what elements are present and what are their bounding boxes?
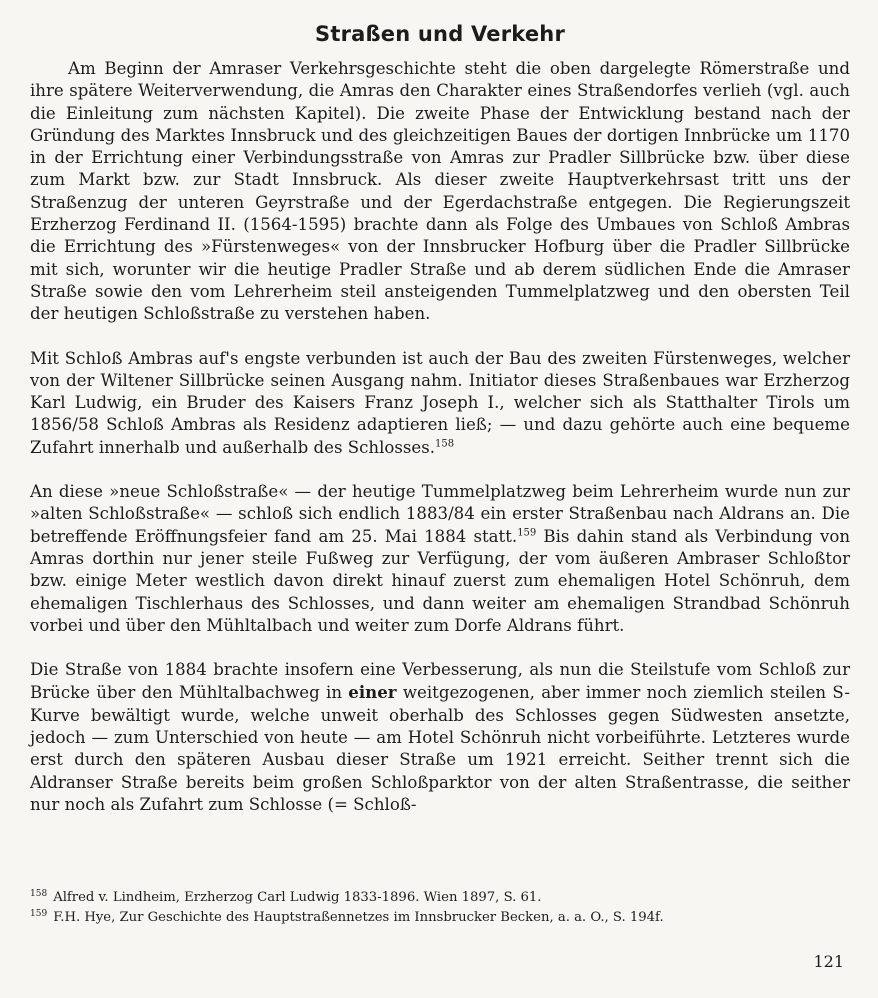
footnote-number: 159 [30,908,48,919]
paragraph-2 [30,348,850,459]
section-heading: Straßen und Verkehr [315,22,565,46]
footnote-number: 158 [30,888,48,899]
footnote-159 [30,908,850,928]
footnote-158 [30,888,850,908]
paragraph-3-text-a: An diese »neue Schloßstraße« — der heutige Tummelplatzweg beim Lehrerheim wurde nun zur »alten Schloßstraße« — schloß sich endlich 1883/84 ein erster Straßenbau nach Aldrans an. Die betreffende Eröffnungsfeier fand am 25. Mai 1884 statt. [30,482,850,546]
footnote-ref-158[interactable]: 158 [435,438,455,450]
footnote-ref-159[interactable]: 159 [517,527,537,539]
paragraph-4-text-b: weitgezogenen, aber immer noch ziemlich steilen S-Kurve bewältigt wurde, welche unweit oberhalb des Schlosses gegen Südwesten ansetzte, jedoch — zum Unterschied von heute — am Hotel Schönruh nicht vorbeiführte. Letzteres wurde erst durch den späteren Ausbau dieser Straße um 1921 erreicht. Seither trennt sich die Aldranser Straße bereits beim großen Schloßparktor von der alten Straßentrasse, die seither nur noch als Zufahrt zum Schlosse (= Schloß- [30,683,850,814]
page-body [30,22,850,838]
paragraph-1 [30,58,850,326]
page-number: 121 [813,952,844,971]
paragraph-3-text-b: Bis dahin stand als Verbindung von Amras dorthin nur jener steile Fußweg zur Verfügung, der vom äußeren Ambraser Schloßtor bzw. einige Meter westlich davon direkt hinauf zuerst zum ehemaligen Hotel Schönruh, dem ehemaligen Tischlerhaus des Schlosses, und dann weiter am ehemaligen Strandbad Schönruh vorbei und über den Mühltalbach und weiter zum Dorfe Aldrans führt. [30,526,851,635]
paragraph-1-text: Am Beginn der Amraser Verkehrsgeschichte steht die oben dargelegte Römerstraße und ihre spätere Weiterverwendung, die Amras den Charakter eines Straßendorfes verlieh (vgl. auch die Einleitung zum nächsten Kapitel). Die zweite Phase der Entwicklung bestand nach der Gründung des Marktes Innsbruck und des gleichzeitigen Baues der dortigen Innbrücke um 1170 in der Errichtung einer Verbindungsstraße von Amras zur Pradler Sillbrücke bzw. über diese zum Markt bzw. zur Stadt Innsbruck. Als dieser zweite Hauptverkehrsast tritt uns der Straßenzug der unteren Geyrstraße und der Egerdachstraße entgegen. Die Regierungszeit Erzherzog Ferdinand II. (1564-1595) brachte dann als Folge des Umbaues von Schloß Ambras die Errichtung des »Fürstenweges« von der Innsbrucker Hofburg über die Pradler Sillbrücke mit sich, worunter wir die heutige Pradler Straße und ab derem südlichen Ende die Amraser Straße sowie den vom Lehrerheim steil ansteigenden Tummelplatzweg und den obersten Teil der heutigen Schloßstraße zu verstehen haben. [30,59,850,324]
paragraph-2-text: Mit Schloß Ambras auf's engste verbunden ist auch der Bau des zweiten Fürstenweges, welcher von der Wiltener Sillbrücke seinen Ausgang nahm. Initiator dieses Straßenbaues war Erzherzog Karl Ludwig, ein Bruder des Kaisers Franz Joseph I., welcher sich als Statthalter Tirols um 1856/58 Schloß Ambras als Residenz adaptieren ließ; — und dazu gehörte auch eine bequeme Zufahrt innerhalb und außerhalb des Schlosses. [30,348,850,457]
footnotes [30,888,850,928]
paragraph-4-text-a: Die Straße von 1884 brachte insofern eine Verbesserung, als nun die Steilstufe vom Schloß zur Brücke über den Mühltalbachweg in [30,660,850,703]
paragraph-4-emphasis: einer [348,682,397,703]
footnote-text: F.H. Hye, Zur Geschichte des Hauptstraßennetzes im Innsbrucker Becken, a. a. O., S. 194f. [53,910,664,925]
footnote-text: Alfred v. Lindheim, Erzherzog Carl Ludwig 1833-1896. Wien 1897, S. 61. [53,890,542,905]
paragraph-3 [30,481,850,637]
paragraph-4 [30,659,850,816]
